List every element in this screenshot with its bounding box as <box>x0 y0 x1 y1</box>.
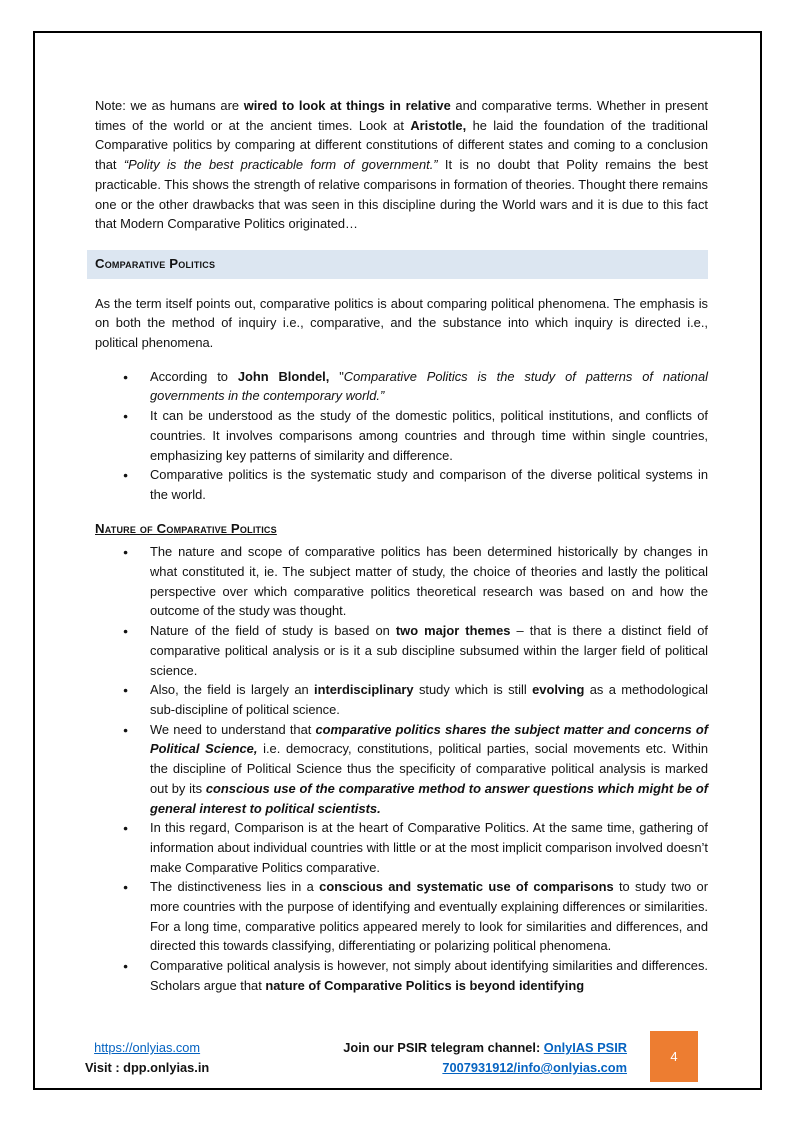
list-item: ● In this regard, Comparison is at the heart of Comparative Politics. At the same time, gathering of information about individual countries with little or at the most implicit comparison involved doesn’t make Comparative Politics comparative. <box>121 818 708 877</box>
telegram-channel-label: Join our PSIR telegram channel: <box>343 1040 544 1055</box>
page-footer <box>85 1038 627 1078</box>
section1-paragraph: As the term itself points out, comparative politics is about comparing political phenomena. The emphasis is on both the method of inquiry i.e., comparative, and the substance into which inquiry is directed i.e., political phenomena. <box>95 295 708 351</box>
document-content <box>95 96 708 996</box>
section-header-nature-of-comparative-politics: Nature of Comparative Politics <box>95 520 277 536</box>
telegram-channel-link[interactable]: OnlyIAS PSIR <box>543 1040 627 1055</box>
list-item: ● We need to understand that comparative politics shares the subject matter and concerns of Political Science, i.e. democracy, constitutions, political parties, social movements etc. Within the discipline of Political Science thus the specificity of comparative political analysis is marked out by its conscious use of the comparative method to answer questions which might be of general interest to political scientists. <box>121 720 708 819</box>
list-item: ● Comparative political analysis is however, not simply about identifying similarities and differences. Scholars argue that nature of Comparative Politics is beyond identifying <box>121 956 708 995</box>
footer-right-block <box>343 1038 627 1078</box>
page-number-badge: 4 <box>650 1031 698 1082</box>
list-item: ● Nature of the field of study is based on two major themes – that is there a distinct field of comparative political analysis or is it a sub discipline subsumed within the larger field of political science. <box>121 621 708 680</box>
site-link[interactable]: https://onlyias.com <box>94 1040 201 1055</box>
visit-text: Visit : dpp.onlyias.in <box>85 1060 210 1075</box>
section-header-comparative-politics: Comparative Politics <box>87 250 708 279</box>
section2-bullet-list <box>121 542 708 995</box>
list-item: ● According to John Blondel, "Comparative Politics is the study of patterns of national governments in the contemporary world.” <box>121 367 708 406</box>
page-border-frame <box>33 31 762 1090</box>
section1-bullet-list <box>121 367 708 505</box>
intro-paragraph: Note: we as humans are wired to look at things in relative and comparative terms. Whether in present times of the world or at the ancient times. Look at Aristotle, he laid the foundation of the traditional Comparative politics by comparing at different constitutions of different states and coming to a conclusion that “Polity is the best practicable form of government.” It is no doubt that Polity remains the best practicable. This shows the strength of relative comparisons in formation of theories. Thought there remains one or the other drawbacks that was seen in this discipline during the World wars and it is due to this fact that Modern Comparative Politics originated… <box>95 98 708 232</box>
list-item: ● The nature and scope of comparative politics has been determined historically by changes in what constituted it, ie. The subject matter of study, the choice of theories and lastly the political perspective over which comparative politics theoretical research was based on and how the outcome of the study was thought. <box>121 542 708 621</box>
contact-email-link[interactable]: 7007931912/info@onlyias.com <box>442 1060 627 1075</box>
list-item: ● The distinctiveness lies in a conscious and systematic use of comparisons to study two or more countries with the purpose of identifying and eventually explaining differences or similarities. For a long time, comparative politics appeared merely to look for similarities and differences, and directed this towards classifying, differentiating or polarizing political phenomena. <box>121 877 708 956</box>
list-item: ● Also, the field is largely an interdisciplinary study which is still evolving as a methodological sub-discipline of political science. <box>121 680 708 719</box>
footer-left-block <box>85 1038 209 1078</box>
list-item: ● It can be understood as the study of the domestic politics, political institutions, and conflicts of countries. It involves comparisons among countries and through time within single countries, emphasizing key patterns of similarity and difference. <box>121 406 708 465</box>
list-item: ● Comparative politics is the systematic study and comparison of the diverse political systems in the world. <box>121 465 708 504</box>
